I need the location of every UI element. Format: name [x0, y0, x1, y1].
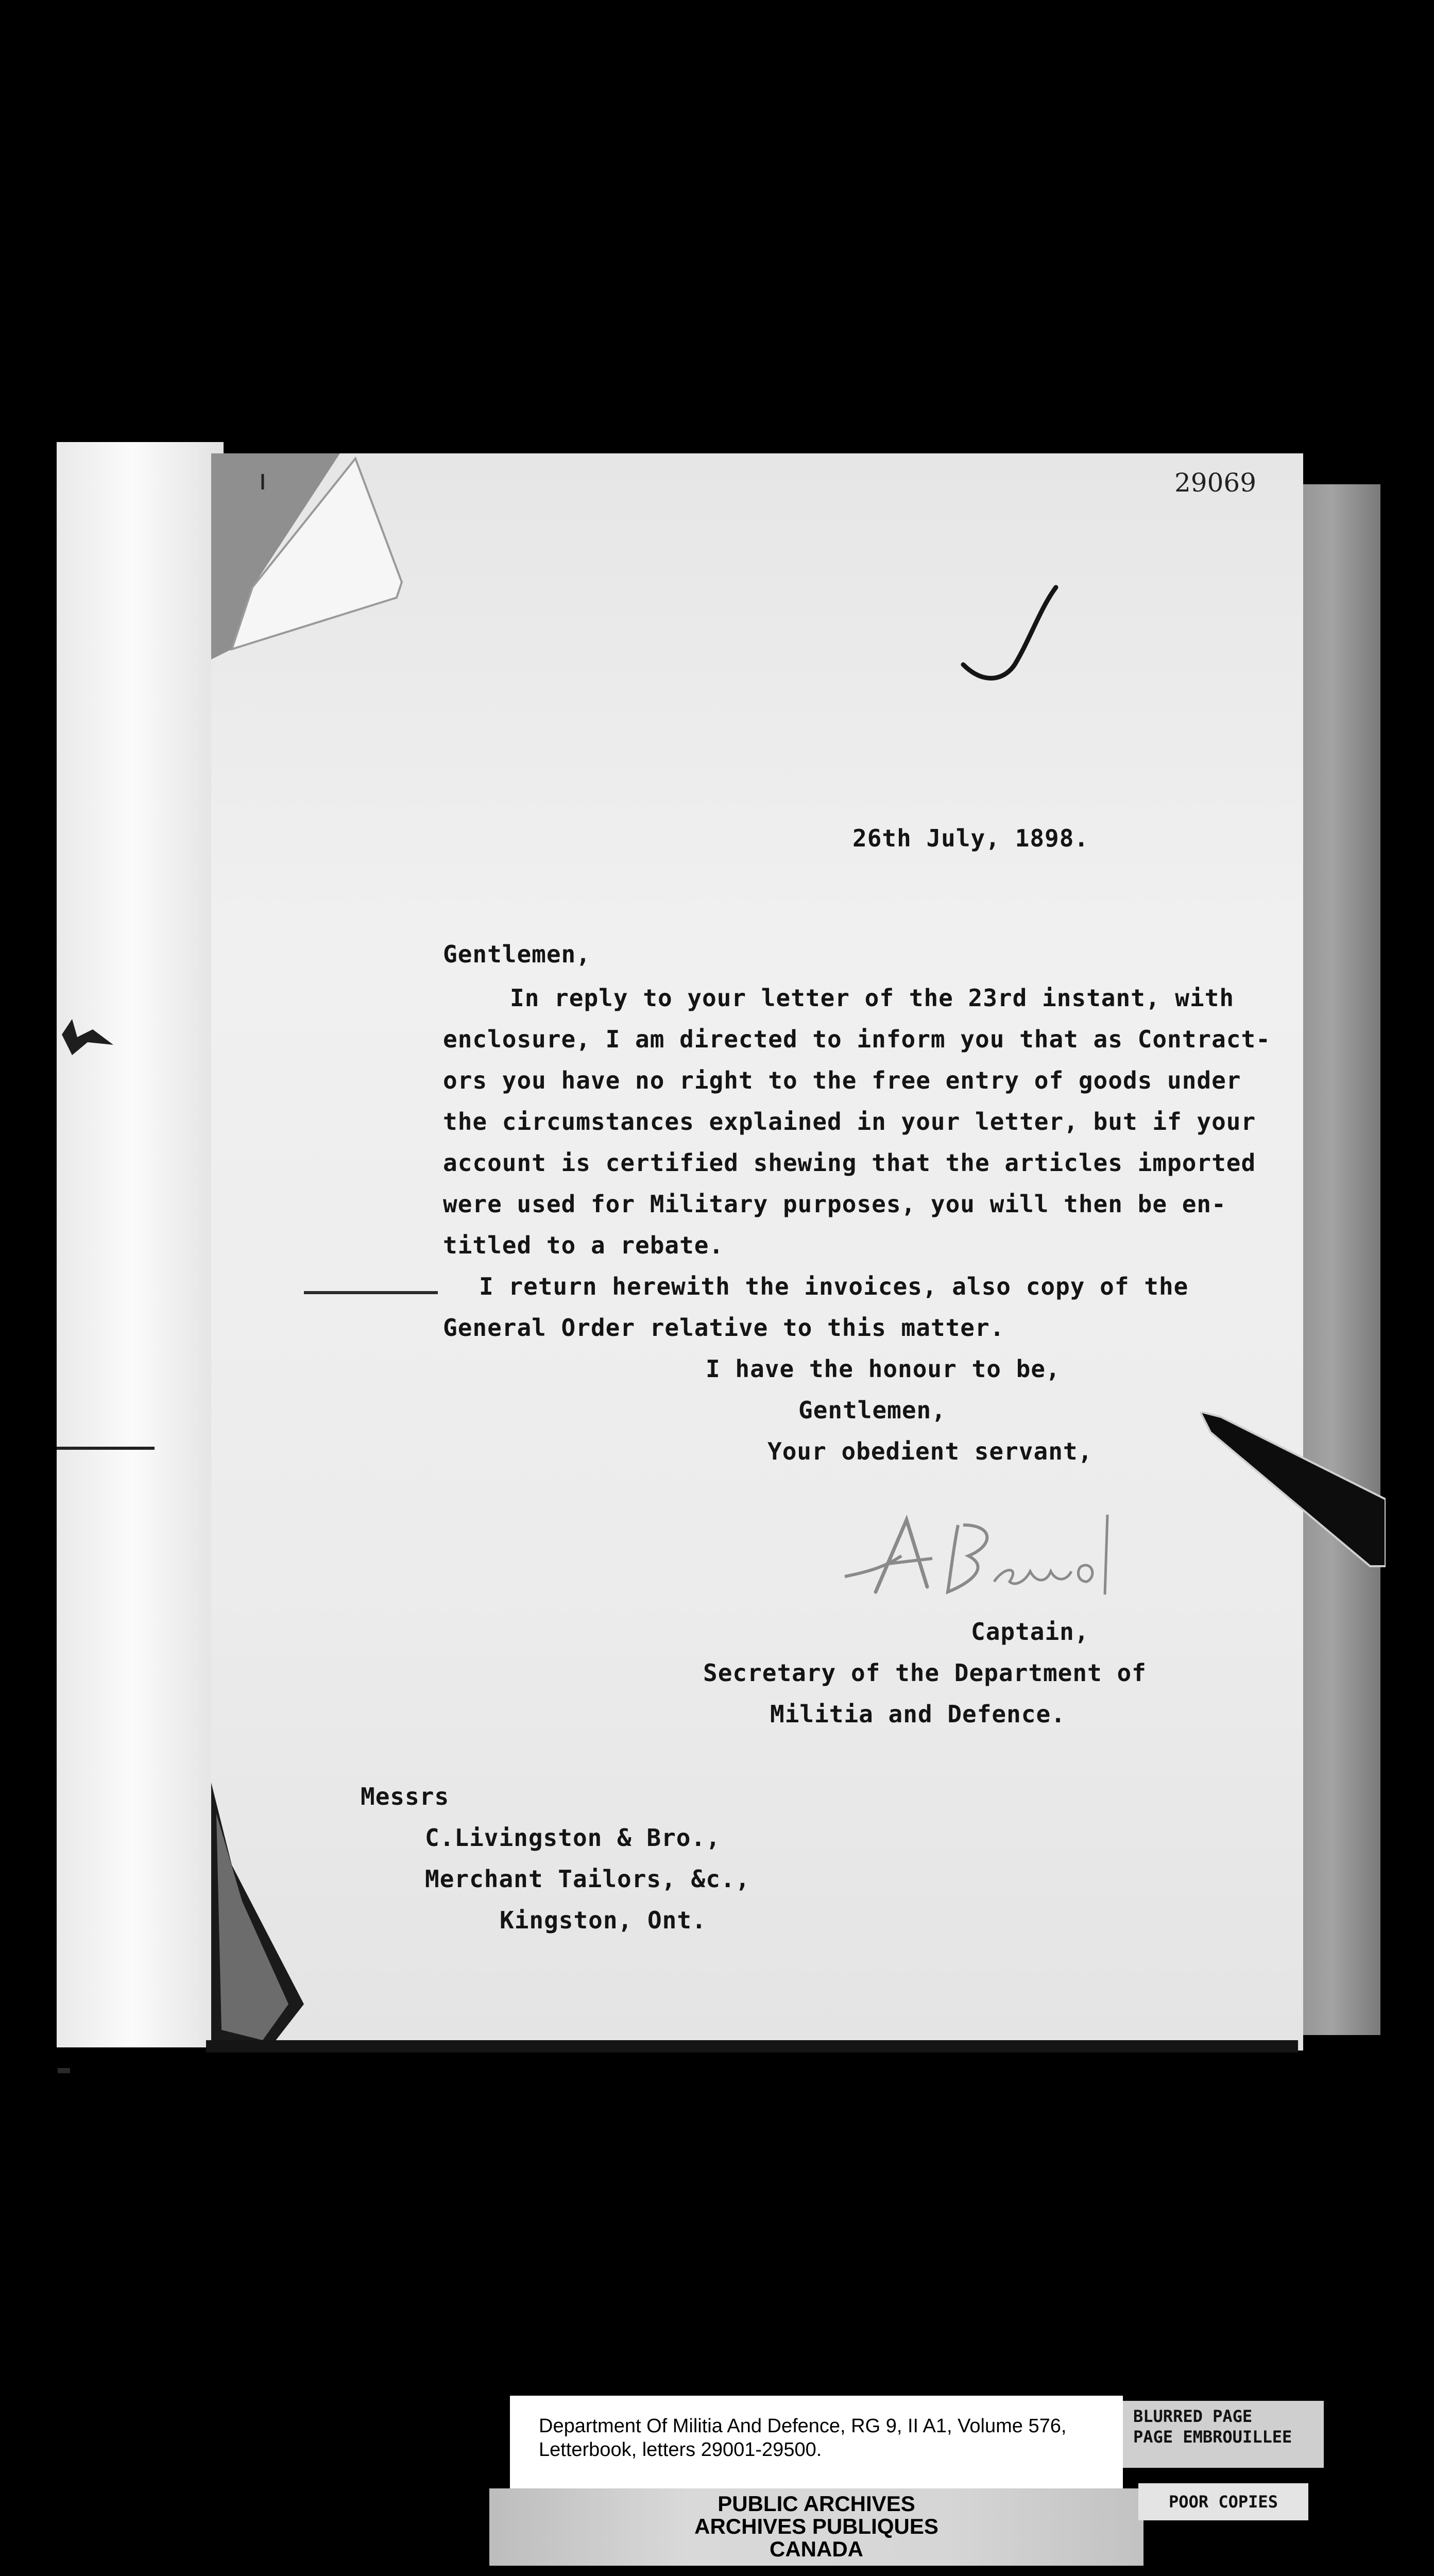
left-page-mark	[57, 2065, 72, 2077]
blurred-page-label	[1123, 2401, 1324, 2468]
recipient-line: Messrs	[361, 1783, 450, 1810]
stamp-line-2: ARCHIVES PUBLIQUES	[694, 2514, 938, 2538]
body-line: were used for Military purposes, you will then be en-	[443, 1190, 1226, 1218]
letter-date: 26th July, 1898.	[852, 824, 1089, 852]
page-bottom-shadow	[206, 2040, 1298, 2053]
archive-reference-label	[510, 2396, 1123, 2488]
body-line: I return herewith the invoices, also copy of the	[479, 1273, 1189, 1300]
letter-page	[211, 453, 1303, 2050]
signatory-line: Secretary of the Department of	[703, 1659, 1147, 1687]
left-page-dash	[57, 1447, 155, 1450]
body-line: ors you have no right to the free entry of goods under	[443, 1066, 1241, 1094]
blurred-label-line-2: PAGE EMBROUILLEE	[1133, 2427, 1292, 2447]
body-line: General Order relative to this matter.	[443, 1314, 1005, 1342]
archive-label-line-2: Letterbook, letters 29001-29500.	[539, 2439, 822, 2461]
signatory-line: Militia and Defence.	[770, 1700, 1066, 1728]
public-archives-stamp	[489, 2488, 1143, 2566]
letter-number: 29069	[1174, 468, 1257, 498]
blurred-label-line-1: BLURRED PAGE	[1133, 2406, 1253, 2426]
poor-copies-label: POOR COPIES	[1138, 2483, 1308, 2520]
recipient-line: C.Livingston & Bro.,	[425, 1824, 721, 1852]
closing-line: Gentlemen,	[798, 1396, 946, 1424]
signatory-line: Captain,	[971, 1618, 1089, 1646]
closing-line: I have the honour to be,	[706, 1355, 1061, 1383]
recipient-line: Merchant Tailors, &c.,	[425, 1865, 750, 1893]
body-line: titled to a rebate.	[443, 1231, 724, 1259]
left-page-ink-mark	[57, 1014, 118, 1060]
body-line: the circumstances explained in your letter, but if your	[443, 1108, 1256, 1136]
letter-salutation: Gentlemen,	[443, 940, 591, 968]
letter-body	[211, 453, 1303, 2050]
closing-line: Your obedient servant,	[767, 1437, 1093, 1465]
pen-pointer	[1200, 1412, 1386, 1577]
recipient-line: Kingston, Ont.	[500, 1906, 707, 1934]
handwritten-signature	[840, 1504, 1128, 1618]
body-line: In reply to your letter of the 23rd instant, with	[510, 984, 1235, 1012]
archive-label-line-1: Department Of Militia And Defence, RG 9, II A1, Volume 576,	[539, 2415, 1067, 2437]
stamp-line-3: CANADA	[770, 2537, 863, 2561]
body-line: account is certified shewing that the articles imported	[443, 1149, 1256, 1177]
body-line: enclosure, I am directed to inform you that as Contract-	[443, 1025, 1271, 1053]
left-page-edge	[57, 442, 224, 2047]
stamp-line-1: PUBLIC ARCHIVES	[718, 2492, 915, 2516]
stray-ink-dash	[304, 1291, 438, 1294]
